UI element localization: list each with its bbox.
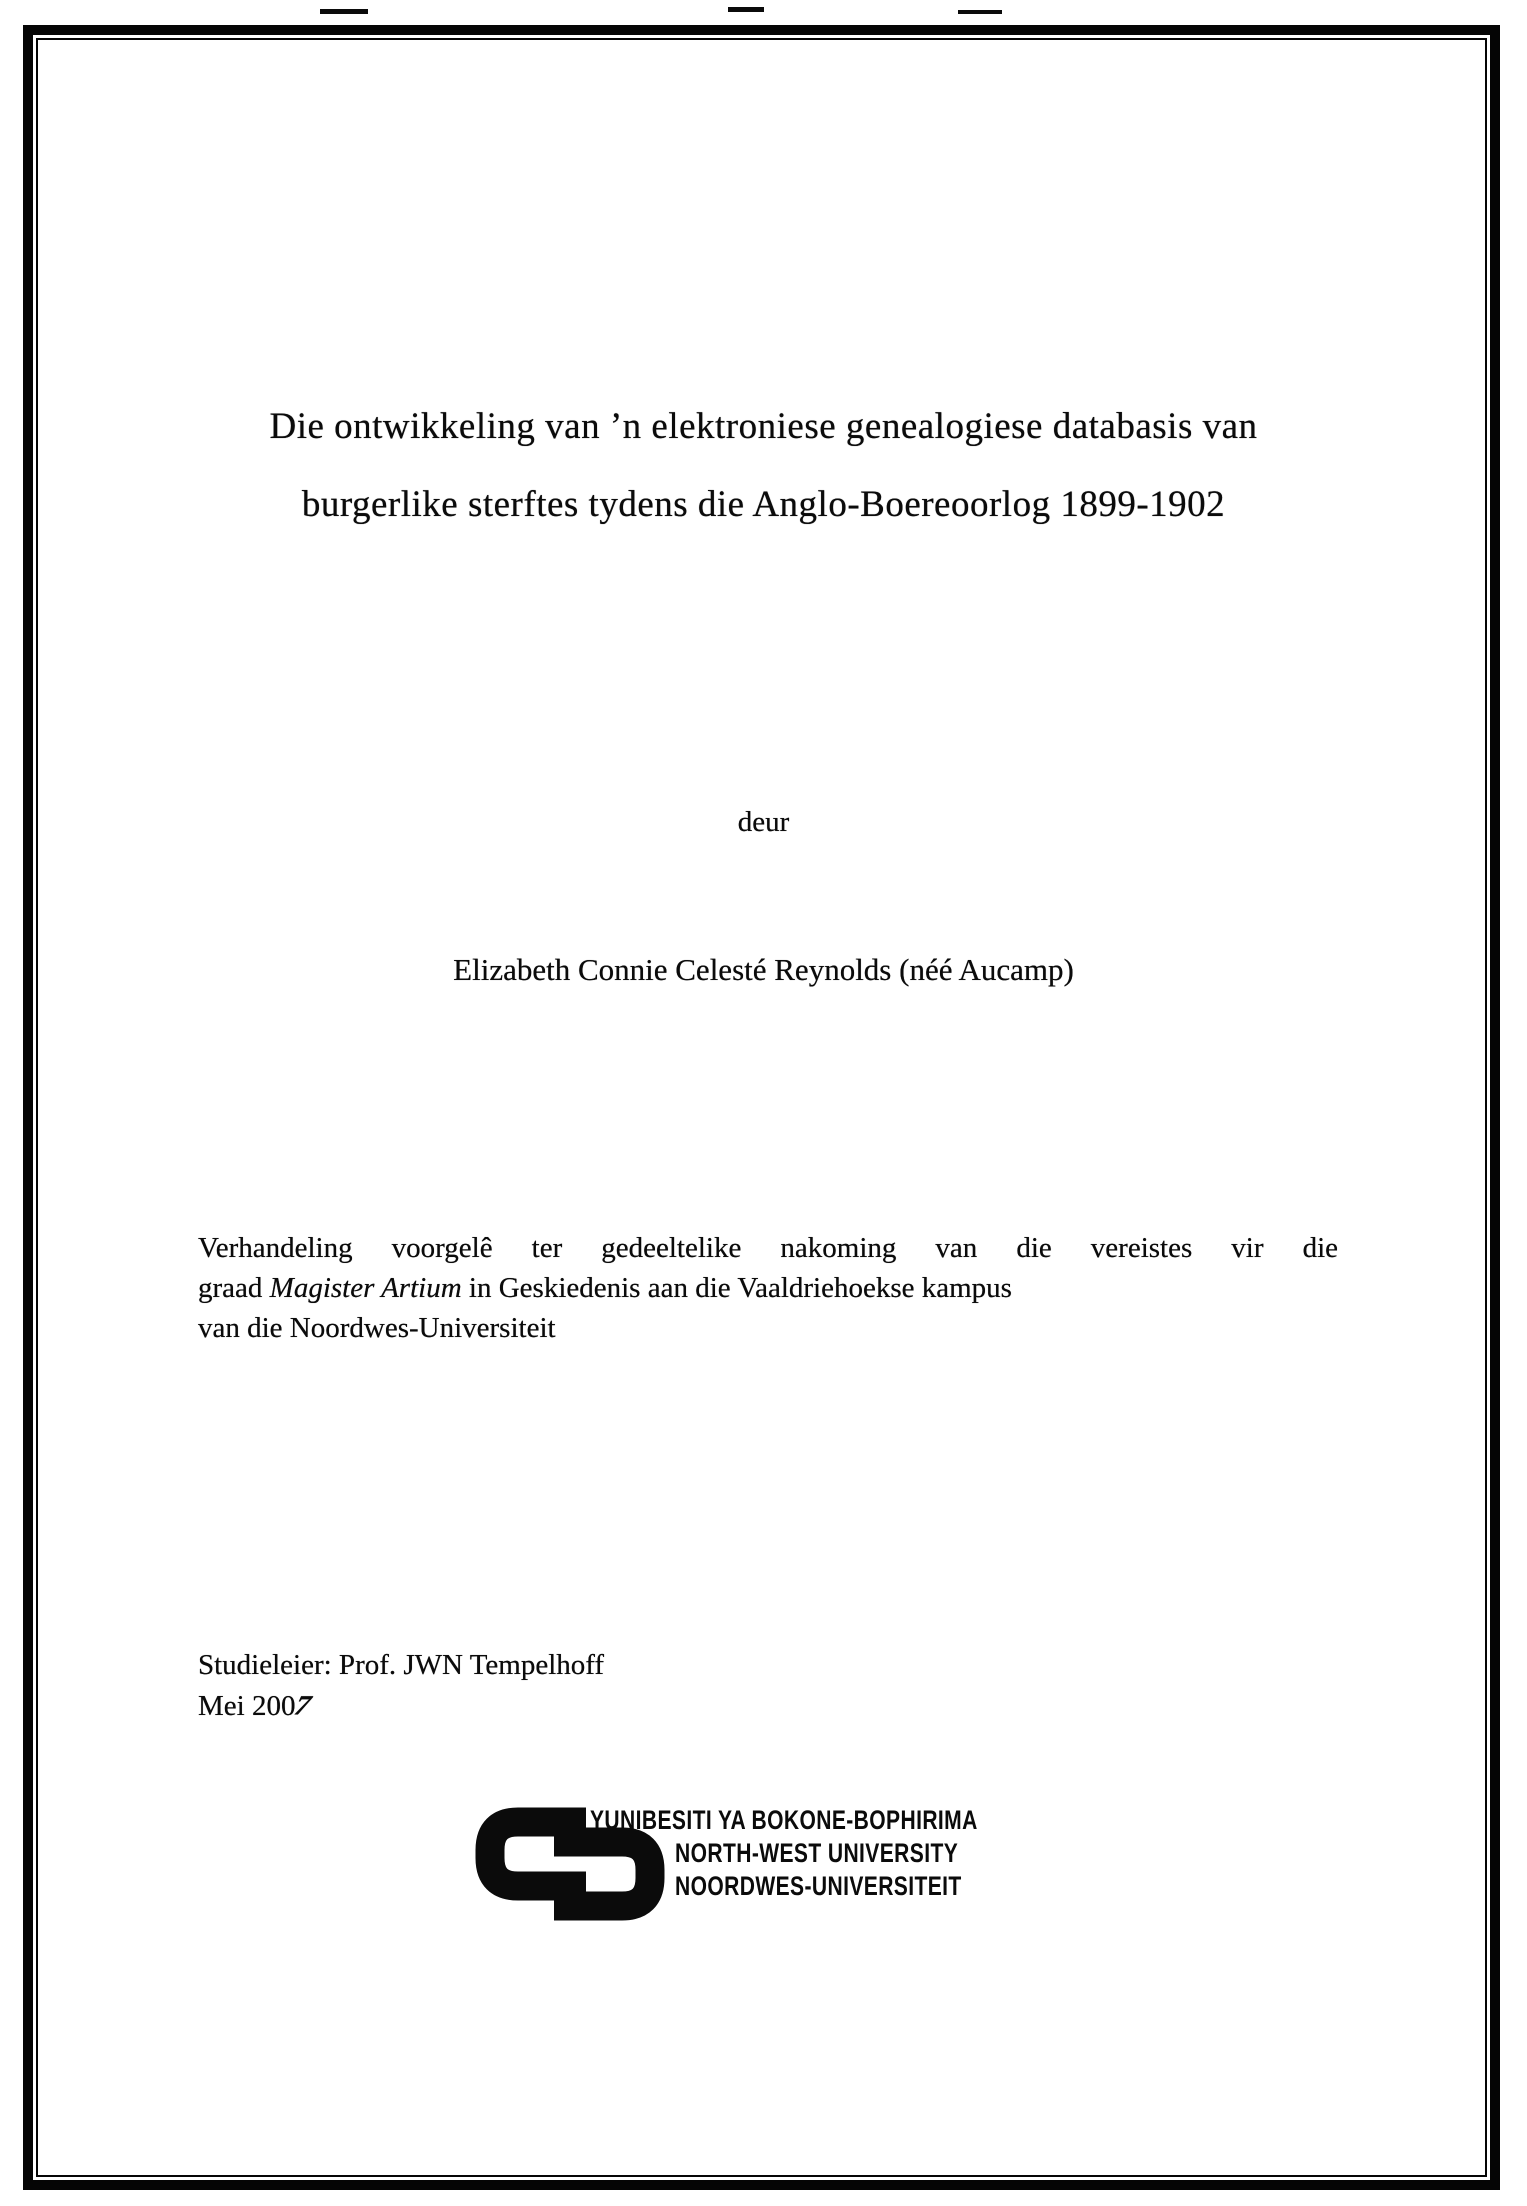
scan-artifact <box>728 7 764 12</box>
date-last-digit: 7 <box>288 1690 318 1722</box>
nwu-name-afrikaans: NOORDWES-UNIVERSITEIT <box>675 1871 962 1901</box>
degree-name-italic: Magister Artium <box>269 1272 462 1304</box>
statement-line2-suffix: in Geskiedenis aan die Vaaldriehoekse kampus <box>461 1272 1012 1304</box>
degree-statement-line1: Verhandeling voorgelê ter gedeeltelike nakoming van die vereistes vir die <box>198 1232 1338 1264</box>
thesis-title-line2: burgerlike sterftes tydens die Anglo-Boereoorlog 1899-1902 <box>301 484 1226 525</box>
supervisor-line: Studieleier: Prof. JWN Tempelhoff <box>198 1649 605 1681</box>
thesis-title-line1: Die ontwikkeling van ’n elektroniese genealogiese databasis van <box>269 406 1258 447</box>
statement-line2-prefix: graad <box>198 1272 270 1304</box>
date-line <box>198 1686 604 1727</box>
degree-statement-line2 <box>198 1268 1338 1308</box>
supervisor-and-date <box>198 1645 604 1727</box>
nwu-logo-wordmark <box>590 1804 1087 1903</box>
date-prefix: Mei 200 <box>198 1690 296 1722</box>
degree-statement <box>198 1228 1338 1348</box>
author-name: Elizabeth Connie Celesté Reynolds (néé Aucamp) <box>453 952 1074 987</box>
byline-deur: deur <box>737 806 790 838</box>
degree-statement-line3: van die Noordwes-Universiteit <box>198 1312 556 1344</box>
scan-artifact <box>320 9 368 14</box>
north-west-university-logo <box>468 1798 1108 1933</box>
nwu-name-english: NORTH-WEST UNIVERSITY <box>675 1838 959 1868</box>
thesis-title <box>100 388 1427 544</box>
scan-artifact <box>958 10 1002 14</box>
nwu-name-setswana: YUNIBESITI YA BOKONE-BOPHIRIMA <box>590 1805 978 1835</box>
